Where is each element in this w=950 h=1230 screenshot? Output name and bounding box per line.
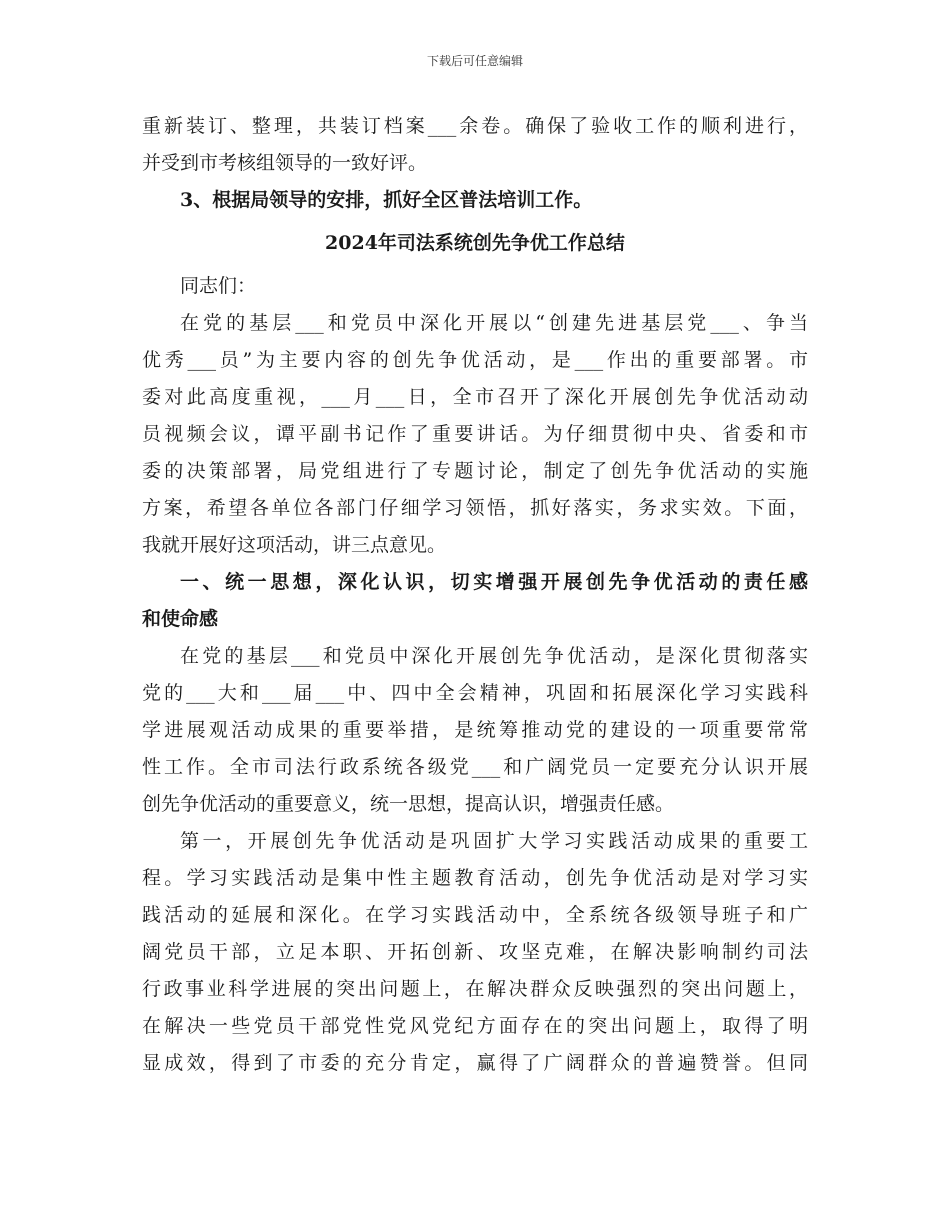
- text-line: 程。学习实践活动是集中性主题教育活动，创先争优活动是对学习实: [142, 867, 808, 889]
- heading-line: 3、根据局领导的安排，抓好全区普法培训工作。: [180, 189, 593, 211]
- text-line: 在解决一些党员干部党性党风党纪方面存在的突出问题上，取得了明: [142, 1015, 808, 1037]
- text-line: 委的决策部署，局党组进行了专题讨论，制定了创先争优活动的实施: [142, 460, 808, 482]
- text-line: 显成效，得到了市委的充分肯定，赢得了广阔群众的普遍赞誉。但同: [142, 1052, 808, 1074]
- text-line: 方案，希望各单位各部门仔细学习领悟，抓好落实，务求实效。下面，: [142, 497, 808, 519]
- heading-line: 一、统一思想，深化认识，切实增强开展创先争优活动的责任感: [180, 571, 808, 593]
- text-line: 第一，开展创先争优活动是巩固扩大学习实践活动成果的重要工: [180, 830, 808, 852]
- text-line: 优秀___员”为主要内容的创先争优活动，是___作出的重要部署。市: [142, 349, 808, 371]
- text-line: 并受到市考核组领导的一致好评。: [142, 152, 428, 174]
- page-header: 下载后可任意编辑: [426, 54, 523, 68]
- main-section: [142, 268, 808, 1082]
- text-line: 行政事业科学进展的突出问题上，在解决群众反映强烈的突出问题上，: [142, 978, 808, 1000]
- preceding-section: [142, 108, 808, 219]
- text-line: 创先争优活动的重要意义，统一思想，提高认识，增强责任感。: [142, 793, 675, 815]
- text-line: 学进展观活动成果的重要举措，是统筹推动党的建设的一项重要常常: [142, 719, 808, 741]
- text-line: 员视频会议，谭平副书记作了重要讲话。为仔细贯彻中央、省委和市: [142, 423, 808, 445]
- text-line: 在党的基层___和党员中深化开展以“创建先进基层党___、争当: [180, 312, 808, 334]
- text-line: 同志们：: [180, 275, 257, 297]
- text-line: 践活动的延展和深化。在学习实践活动中，全系统各级领导班子和广: [142, 904, 808, 926]
- text-line: 阔党员干部，立足本职、开拓创新、攻坚克难，在解决影响制约司法: [142, 941, 808, 963]
- text-line: 性工作。全市司法行政系统各级党___和广阔党员一定要充分认识开展: [142, 756, 808, 778]
- text-line: 我就开展好这项活动，讲三点意见。: [142, 534, 447, 556]
- text-line: 在党的基层___和党员中深化开展创先争优活动，是深化贯彻落实: [180, 645, 808, 667]
- text-line: 重新装订、整理，共装订档案___余卷。确保了验收工作的顺利进行，: [142, 115, 808, 137]
- document-title: 2024年司法系统创先争优工作总结: [325, 232, 625, 254]
- heading-line: 和使命感: [142, 608, 219, 630]
- document-body: [142, 108, 808, 1082]
- text-line: 党的___大和___届___中、四中全会精神，巩固和拓展深化学习实践科: [142, 682, 808, 704]
- text-line: 委对此高度重视，___月___日，全市召开了深化开展创先争优活动动: [142, 386, 808, 408]
